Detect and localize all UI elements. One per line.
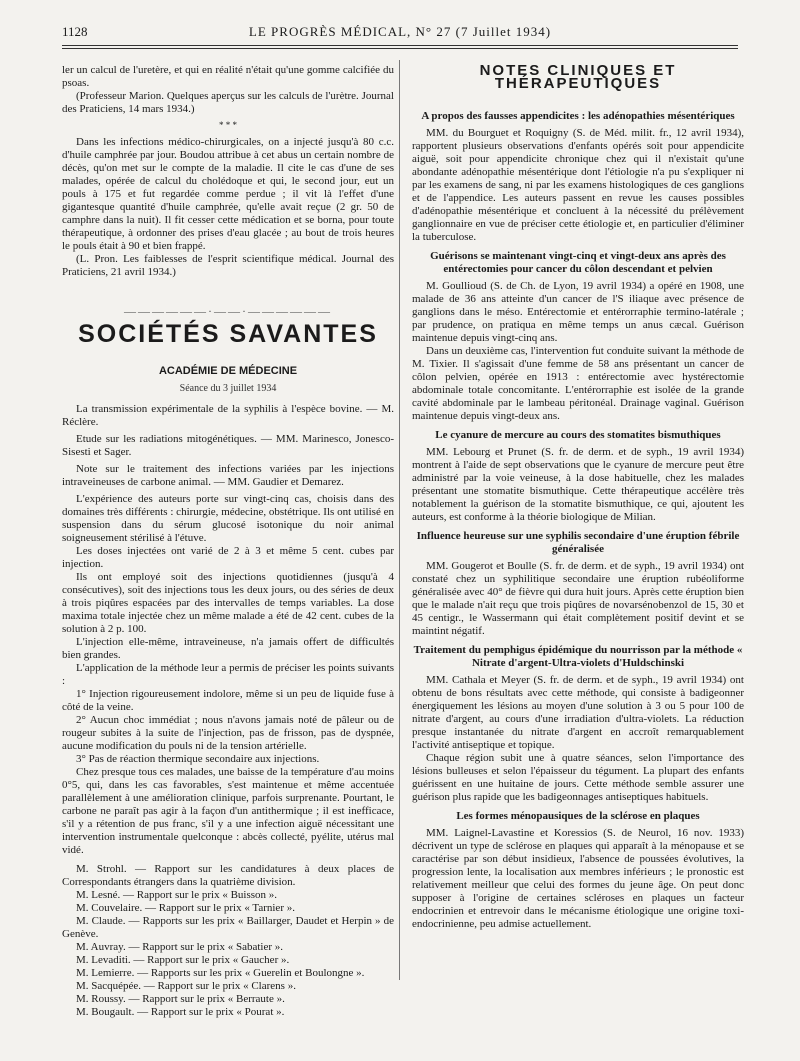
body-paragraph: L'expérience des auteurs porte sur vingt-cinq cas, choisis dans des domaines très différents : chirurgie, médecine, obstétrique. Ils ont utilisé en suspension dans du sérum glucosé isotonique du noir animal soigneusement stérilisé à l'étuve.	[62, 493, 394, 544]
journal-title: LE PROGRÈS MÉDICAL, N° 27 (7 Juillet 1934)	[248, 24, 552, 39]
body-paragraph: L'injection elle-même, intraveineuse, n'a jamais offert de difficultés bien grandes.	[62, 636, 394, 661]
ornament-divider: ——————·——·——————	[124, 304, 332, 318]
article-title: Guérisons se maintenant vingt-cinq et vingt-deux ans après des entérectomies pour cancer du côlon descendant et pelvien	[430, 250, 726, 275]
academy-heading: ACADÉMIE DE MÉDECINE	[158, 365, 298, 377]
article-paragraph: Dans un deuxième cas, l'intervention fut conduite suivant la méthode de M. Tixier. Il s'agissait d'une femme de 58 ans présentant un cancer de côlon pelvien, opérée en 1913 : entérectomie avec hystérectomie abdominale totale concomitante. L'entérorraphie est isolée de la grande cavité abdominale par le lambeau péritonéal. Drainage vaginal. Guérison maintenue depuis vingt-deux ans.	[412, 345, 744, 422]
article-paragraph: M. Goullioud (S. de Ch. de Lyon, 19 avril 1934) a opéré en 1908, une malade de 36 ans atteinte d'un cancer de l'S iliaque avec présence de ganglions dans le méso. Entérectomie et entérorraphie termino-latérale ; par prudence, on pratiqua en même temps un anus cæcal. Guérison maintenue depuis vingt-cinq ans.	[412, 280, 744, 344]
report-item: M. Sacquépée. — Rapport sur le prix « Clarens ».	[76, 980, 296, 992]
communication-item: La transmission expérimentale de la syphilis à l'espèce bovine. — M. Réclère.	[62, 403, 394, 428]
body-paragraph: Chez presque tous ces malades, une baisse de la température d'au moins 0°5, qui, dans les cas favorables, s'est maintenue et même accentuée parallèlement à une amélioration clinique, parfois surprenante. Pourtant, le carbone ne paraît pas agir à la façon d'un antithermique ; il est inefficace, s'il y a rétention de pus franc, s'il y a une infection aiguë nécessitant une intervention instrumentale quelconque : abcès collecté, pyélite, utérus mal vidé.	[62, 766, 394, 856]
body-paragraph: 2° Aucun choc immédiat ; nous n'avons jamais noté de pâleur ou de rougeur subites à la suite de l'injection, pas de frisson, pas de dyspnée, aucune modification du pouls ni de la tension artérielle.	[62, 714, 394, 752]
article-paragraph: MM. Lebourg et Prunet (S. fr. de derm. et de syph., 19 avril 1934) montrent à l'aide de sept observations que le cyanure de mercure peut être administré par la voie veineuse, à la dose habituelle, chez les malades présentant une stomatite bismuthique. Cette thérapeutique accélère très notablement la guérison de la stomatite bismuthique, ce qui, ajoutent les auteurs, est conforme à la théorie biologique de Milian.	[412, 446, 744, 523]
report-item: M. Lesné. — Rapport sur le prix « Buisson ».	[76, 889, 278, 901]
report-item: M. Couvelaire. — Rapport sur le prix « Tarnier ».	[76, 902, 295, 914]
article-title: Influence heureuse sur une syphilis secondaire d'une éruption fébrile généralisée	[416, 530, 740, 555]
communication-item: Note sur le traitement des infections variées par les injections intraveineuses de carbone animal. — MM. Gaudier et Demarez.	[62, 463, 394, 488]
article-title: Les formes ménopausiques de la sclérose en plaques	[456, 810, 700, 822]
report-item: M. Auvray. — Rapport sur le prix « Sabatier ».	[76, 941, 284, 953]
report-item: M. Claude. — Rapports sur les prix « Baillarger, Daudet et Herpin » de Genève.	[62, 915, 394, 940]
body-paragraph: 1° Injection rigoureusement indolore, même si un peu de liquide fuse à côté de la veine.	[62, 688, 394, 713]
column-divider	[399, 60, 400, 980]
body-paragraph: Les doses injectées ont varié de 2 à 3 et même 5 cent. cubes par injection.	[62, 545, 394, 570]
article-paragraph: MM. du Bourguet et Roquigny (S. de Méd. milit. fr., 12 avril 1934), rapportent plusieurs observations d'enfants opérés soit pour appendicite aiguë, soit pour appendicite chronique chez qui il n'existait qu'une abondante adénopathie mésentérique dont l'étiologie n'a pu s'expliquer ni par les examens de sang, ni par les examens histologiques de ces ganglions et de l'appendice. Les auteurs passent en revue les causes possibles d'adénopathie mésentérique et concluent à la nécessité du prélèvement ganglionnaire en vue de préciser cette étiologie et, en particulier d'éliminer la tuberculose.	[412, 127, 744, 243]
article-title: Le cyanure de mercure au cours des stomatites bismuthiques	[435, 429, 721, 441]
article-paragraph: MM. Laignel-Lavastine et Koressios (S. de Neurol, 16 nov. 1933) décrivent un type de sclérose en plaques qui apparaît à la ménopause et se caractérise par son début insidieux, l'absence de poussées évolutives, la progression lente, la localisation aux membres inférieurs ; le pronostic est relativement meilleur que celui des formes du jeune âge. On peut donc supposer à l'origine de certaines scléroses en plaques un facteur endocrinien et entrevoir dans le mécanisme étiologique une origine toxi-endocrinienne, peu admise actuellement.	[412, 827, 744, 930]
asterism: * * *	[219, 120, 237, 130]
body-paragraph: Ils ont employé soit des injections quotidiennes (jusqu'à 4 consécutives), soit des injections tous les deux jours, ou des séries de deux à trois piqûres espacées par des intervalles de temps variables. La dose maxima totale injectée chez un même malade a été de 42 cent. cubes de la solution à 2 p. 100.	[62, 571, 394, 635]
report-item: M. Strohl. — Rapport sur les candidatures à deux places de Correspondants étrangers dans la quatrième division.	[62, 863, 394, 888]
body-paragraph: 3° Pas de réaction thermique secondaire aux injections.	[76, 753, 320, 765]
article-title: Traitement du pemphigus épidémique du nourrisson par la méthode « Nitrate d'argent-Ultra-violets d'Huldschinski	[413, 644, 743, 669]
article-title: A propos des fausses appendicites : les adénopathies mésentériques	[421, 110, 735, 122]
page-number: 1128	[62, 24, 88, 39]
report-item: M. Bougault. — Rapport sur le prix « Pourat ».	[76, 1006, 285, 1018]
section-title-societes: SOCIÉTÉS SAVANTES	[78, 320, 378, 348]
article-paragraph: MM. Gougerot et Boulle (S. fr. de derm. et de syph., 19 avril 1934) ont constaté chez un syphilitique secondaire une éruption rubéoliforme généralisée avec 40° de fièvre qui dura huit jours. Après cette éruption bien que le malade n'ait reçu que trois piqûres de novarsénobenzol de 15, 30 et 45 centigr., le Wassermann qui était complètement positif devint et se maintint négatif.	[412, 560, 744, 637]
report-item: M. Levaditi. — Rapport sur le prix « Gaucher ».	[76, 954, 290, 966]
camphre-paragraph: Dans les infections médico-chirurgicales, on a injecté jusqu'à 80 c.c. d'huile camphrée par jour. Boudou attribue à cet abus un certain nombre de décès, qu'on met sur le compte de la maladie. Il cite le cas d'une de ses malades, opérée de calcul du cholédoque et qui, le second jour, eut un pouls à 175 et fut regardée comme perdue ; il vit là l'effet d'une gigantesque quantité d'huile camphrée, qu'elle avait reçue (2 gr. 50 de camphre dans la nuit). Il fit cesser cette médication et se borna, pour toute thérapeutique, à ordonner des prises d'eau glacée ; au bout de trois heures le pouls était à 90 et bien frappé.	[62, 136, 394, 252]
seance-date: Séance du 3 juillet 1934	[179, 383, 277, 394]
intro-citation: (Professeur Marion. Quelques aperçus sur les calculs de l'urètre. Journal des Praticiens, 14 mars 1934.)	[62, 90, 394, 115]
left-column	[62, 64, 394, 1019]
section-title-notes: NOTES CLINIQUES ET THÉRAPEUTIQUES	[479, 62, 677, 92]
camphre-citation: (L. Pron. Les faiblesses de l'esprit scientifique médical. Journal des Praticiens, 21 avril 1934.)	[62, 253, 394, 278]
article-paragraph: MM. Cathala et Meyer (S. fr. de derm. et de syph., 19 avril 1934) ont obtenu de bons résultats avec cette méthode, qui consiste à badigeonner énergiquement les lésions au moyen d'une solution à 3 ou 5 pour 100 de nitrate d'argent, au cours d'une irradiation d'ultra-violets. La réduction presque instantanée du nitrate d'argent en accroît remarquablement l'activité antiseptique et topique.	[412, 674, 744, 751]
header-rule	[62, 45, 738, 46]
communication-item: Etude sur les radiations mitogénétiques. — MM. Marinesco, Jonesco-Sisesti et Sager.	[62, 433, 394, 458]
right-column	[412, 64, 744, 931]
report-item: M. Lemierre. — Rapports sur les prix « Guerelin et Boulongne ».	[76, 967, 365, 979]
article-paragraph: Chaque région subit une à quatre séances, selon l'importance des lésions bulleuses et selon l'épaisseur du tégument. La plupart des enfants guérissent en une huitaine de jours. Cette méthode semble assurer une guérison plus rapide que les badigeonnages antiseptiques habituels.	[412, 752, 744, 803]
body-paragraph: L'application de la méthode leur a permis de préciser les points suivants :	[62, 662, 394, 687]
header-rule-2	[62, 48, 738, 49]
report-item: M. Roussy. — Rapport sur le prix « Berraute ».	[76, 993, 285, 1005]
intro-paragraph: ler un calcul de l'uretère, et qui en réalité n'était qu'une gomme calcifiée du psoas.	[62, 64, 394, 89]
running-header	[62, 24, 738, 44]
